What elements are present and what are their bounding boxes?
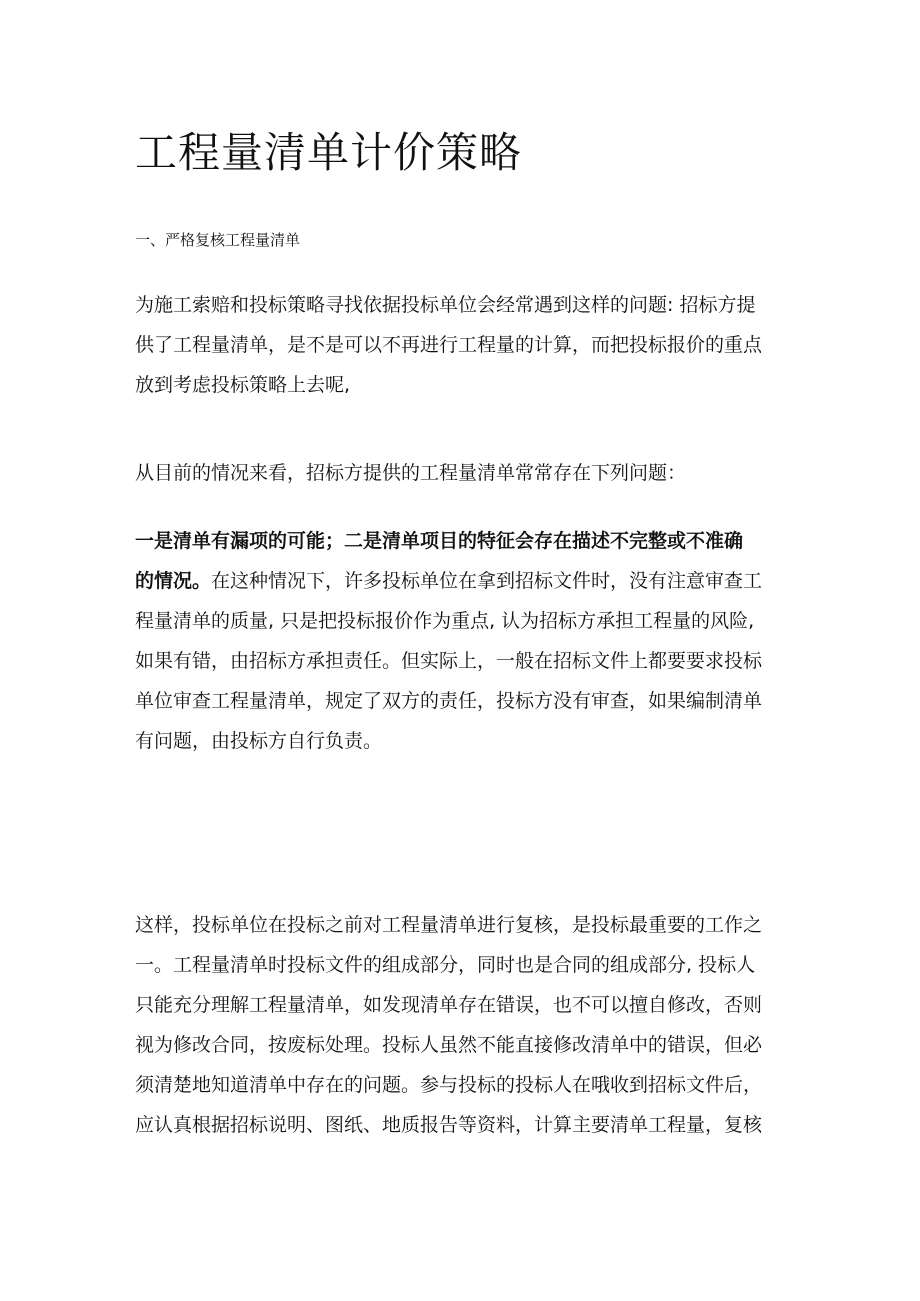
paragraph-3	[135, 521, 795, 761]
paragraph-line: 如果有错，由招标方承担责任。但实际上，一般在招标文件上都要要求投标	[135, 650, 763, 672]
paragraph-1	[135, 285, 795, 405]
paragraph-text: 在这种情况下，许多投标单位在拿到招标文件时，没有注意审查工	[211, 570, 763, 592]
paragraph-line: 放到考虑投标策略上去呢,	[135, 374, 351, 396]
paragraph-line: 须清楚地知道清单中存在的问题。参与投标的投标人在哦收到招标文件后，	[135, 1074, 763, 1096]
paragraph-line: 有问题，由投标方自行负责。	[135, 730, 383, 752]
paragraph-4	[135, 905, 795, 1145]
paragraph-bold-text: 的情况。	[135, 570, 212, 592]
paragraph-line: 供了工程量清单，是不是可以不再进行工程量的计算，而把投标报价的重点	[135, 334, 763, 356]
paragraph-line: 单位审查工程量清单，规定了双方的责任，投标方没有审查，如果编制清单	[135, 690, 763, 712]
paragraph-line: 为施工索赔和投标策略寻找依据投标单位会经常遇到这样的问题: 招标方提	[135, 294, 756, 316]
paragraph-line: 这样，投标单位在投标之前对工程量清单进行复核，是投标最重要的工作之	[135, 914, 763, 936]
paragraph-line: 视为修改合同，按废标处理。投标人虽然不能直接修改清单中的错误，但必	[135, 1034, 763, 1056]
section-heading: 一、严格复核工程量清单	[135, 231, 301, 249]
paragraph-line: 程量清单的质量, 只是把投标报价作为重点, 认为招标方承担工程量的风险,	[135, 610, 755, 632]
paragraph-line: 从目前的情况来看，招标方提供的工程量清单常常存在下列问题：	[135, 462, 687, 484]
paragraph-line	[135, 561, 795, 601]
document-title: 工程量清单计价策略	[135, 128, 523, 177]
paragraph-line: 一。工程量清单时投标文件的组成部分，同时也是合同的组成部分, 投标人	[135, 954, 756, 976]
paragraph-line: 只能充分理解工程量清单，如发现清单存在错误，也不可以擅自修改，否则	[135, 994, 763, 1016]
paragraph-bold-line: 一是清单有漏项的可能；二是清单项目的特征会存在描述不完整或不准确	[135, 530, 744, 552]
paragraph-line: 应认真根据招标说明、图纸、地质报告等资料，计算主要清单工程量，复核	[135, 1114, 763, 1136]
paragraph-2	[135, 453, 795, 493]
